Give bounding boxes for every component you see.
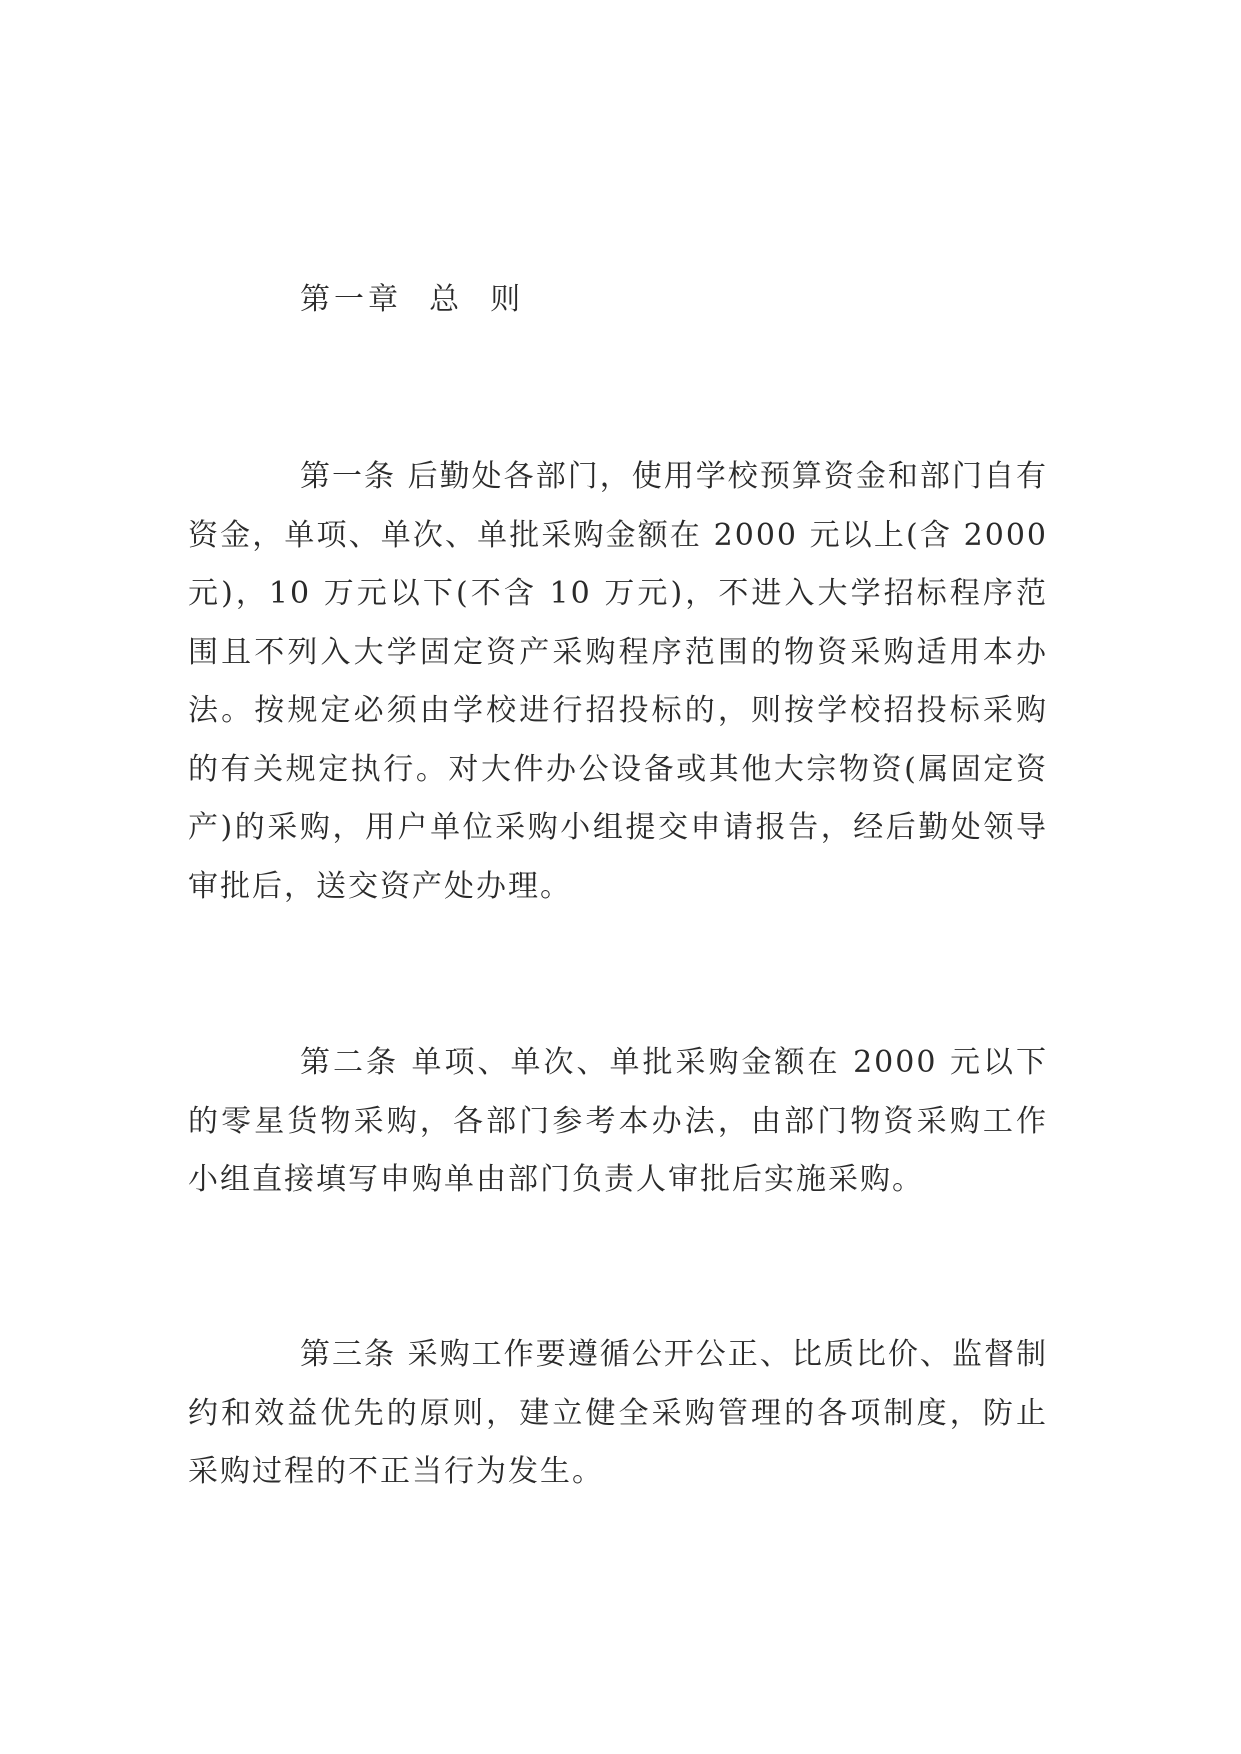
article-paragraph-1: 第一条 后勤处各部门，使用学校预算资金和部门自有资金，单项、单次、单批采购金额在 2000 元以上(含 2000 元)，10 万元以下(不含 10 万元)，不进入大学招标程序范围且不列入大学固定资产采购程序范围的物资采购适用本办法。按规定必须由学校进行招投标的，则按学校招投标采购的有关规定执行。对大件办公设备或其他大宗物资(属固定资产)的采购，用户单位采购小组提交申请报告，经后勤处领导审批后，送交资产处办理。 — [188, 459, 1048, 904]
article-paragraph-2: 第二条 单项、单次、单批采购金额在 2000 元以下的零星货物采购，各部门参考本办法，由部门物资采购工作小组直接填写申购单由部门负责人审批后实施采购。 — [188, 1045, 1048, 1197]
chapter-title: 第一章 总 则 — [300, 282, 525, 317]
article-paragraph-3: 第三条 采购工作要遵循公开公正、比质比价、监督制约和效益优先的原则，建立健全采购管理的各项制度，防止采购过程的不正当行为发生。 — [188, 1337, 1048, 1489]
